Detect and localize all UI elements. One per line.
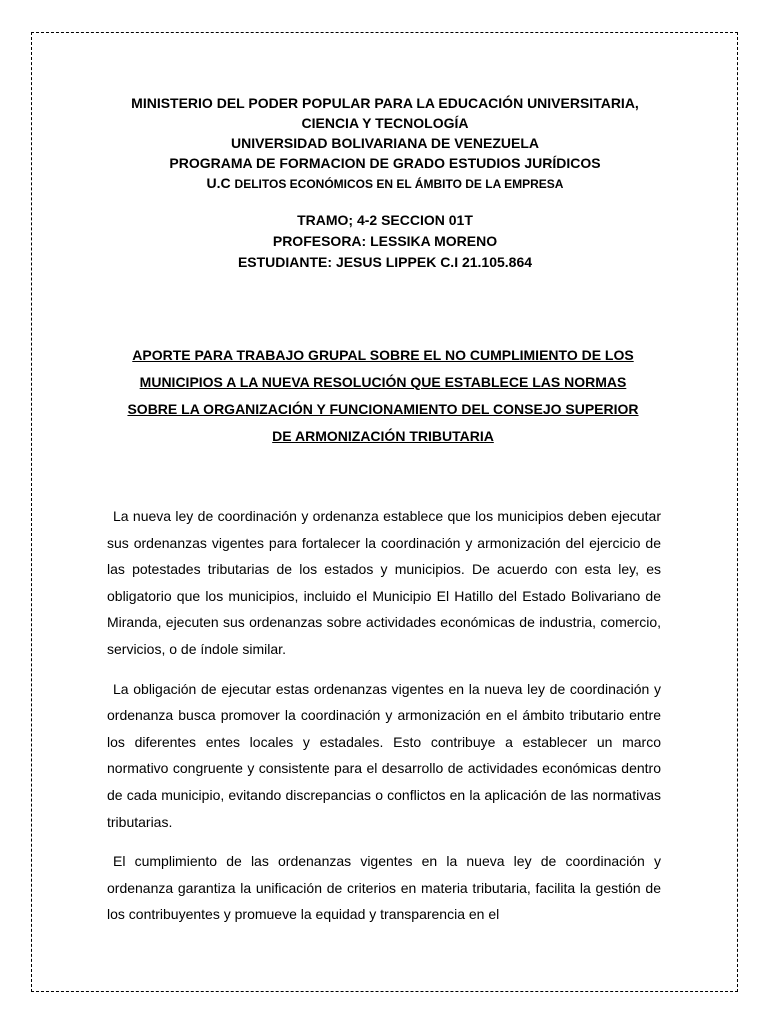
info-profesora: PROFESORA: LESSIKA MORENO: [272, 233, 498, 249]
header-line-ministry: MINISTERIO DEL PODER POPULAR PARA LA EDUCACIÓN UNIVERSITARIA,: [131, 95, 639, 111]
title-line-4: DE ARMONIZACIÓN TRIBUTARIA: [272, 428, 494, 444]
student-info: [60, 210, 710, 273]
info-estudiante: ESTUDIANTE: JESUS LIPPEK C.I 21.105.864: [237, 254, 533, 270]
document-body: [107, 503, 661, 941]
title-line-3: SOBRE LA ORGANIZACIÓN Y FUNCIONAMIENTO DEL CONSEJO SUPERIOR: [127, 401, 639, 417]
info-tramo: TRAMO; 4-2 SECCION 01T: [297, 212, 473, 228]
header-line-program: PROGRAMA DE FORMACION DE GRADO ESTUDIOS JURÍDICOS: [169, 155, 601, 171]
header-line-science: CIENCIA Y TECNOLOGÍA: [301, 115, 469, 131]
header-line-course: [60, 173, 710, 194]
document-title: [100, 342, 666, 450]
header-line-university: UNIVERSIDAD BOLIVARIANA DE VENEZUELA: [230, 135, 540, 151]
title-line-2: MUNICIPIOS A LA NUEVA RESOLUCIÓN QUE ESTABLECE LAS NORMAS: [139, 374, 627, 390]
body-paragraph-1: La nueva ley de coordinación y ordenanza establece que los municipios deben ejecutar sus ordenanzas vigentes para fortalecer la coordinación y armonización del ejercicio de las potestades tributarias de los estados y municipios. De acuerdo con esta ley, es obligatorio que los municipios, incluido el Municipio El Hatillo del Estado Bolivariano de Miranda, ejecuten sus ordenanzas sobre actividades económicas de industria, comercio, servicios, o de índole similar.: [107, 508, 661, 657]
course-prefix: U.C: [206, 175, 231, 191]
body-paragraph-2: La obligación de ejecutar estas ordenanzas vigentes en la nueva ley de coordinación y ordenanza busca promover la coordinación y armonización en el ámbito tributario entre los diferentes entes locales y estadales. Esto contribuye a establecer un marco normativo congruente y consistente para el desarrollo de actividades económicas dentro de cada municipio, evitando discrepancias o conflictos en la aplicación de las normativas tributarias.: [107, 680, 661, 830]
body-paragraph-3: El cumplimiento de las ordenanzas vigentes en la nueva ley de coordinación y ordenanza garantiza la unificación de criterios en materia tributaria, facilita la gestión de los contribuyentes y promueve la equidad y transparencia en el: [107, 853, 661, 923]
institution-header: [60, 93, 710, 194]
title-line-1: APORTE PARA TRABAJO GRUPAL SOBRE EL NO CUMPLIMIENTO DE LOS: [132, 347, 634, 363]
course-name: DELITOS ECONÓMICOS EN EL ÁMBITO DE LA EMPRESA: [234, 177, 564, 191]
